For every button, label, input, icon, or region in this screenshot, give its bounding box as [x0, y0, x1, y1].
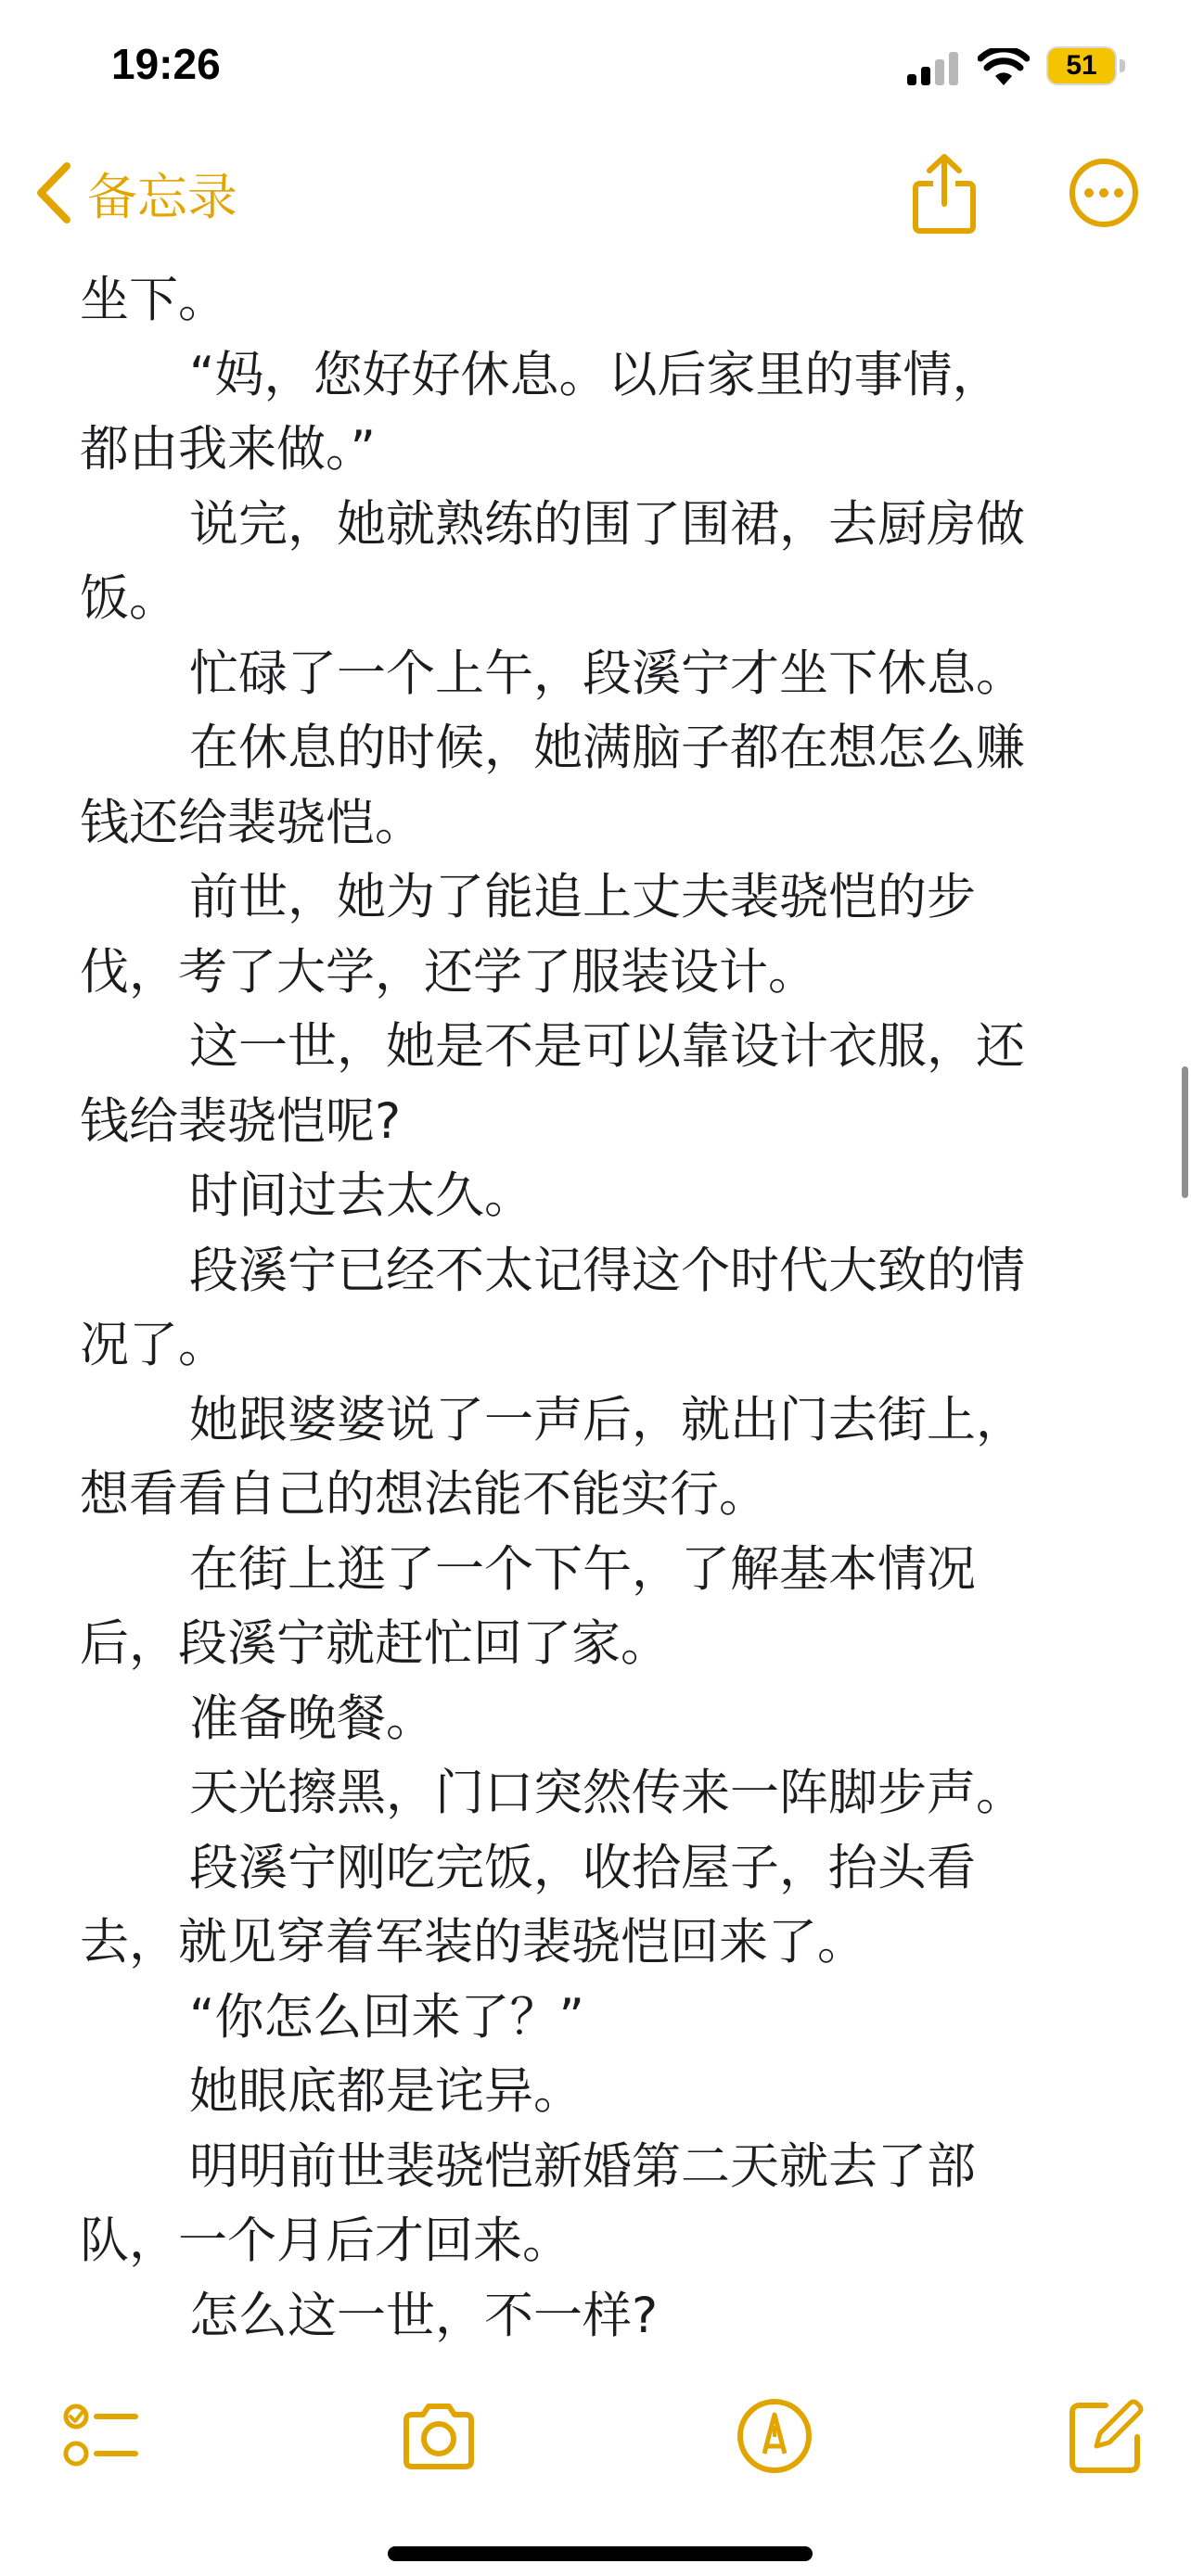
share-icon[interactable]: [909, 152, 980, 236]
note-line: 后，段溪宁就赶忙回了家。: [80, 1615, 670, 1672]
note-line: 坐下。: [80, 272, 227, 328]
note-line: 在街上逛了一个下午，了解基本情况: [189, 1540, 976, 1598]
nav-bar: [0, 139, 1191, 247]
battery-icon: [1046, 46, 1126, 85]
note-line: 明明前世裴骁恺新婚第二天就去了部: [189, 2137, 976, 2195]
note-line: 前世，她为了能追上丈夫裴骁恺的步: [189, 869, 976, 925]
status-time: 19:26: [111, 40, 221, 88]
note-line: 况了。: [80, 1317, 227, 1373]
note-line: “你怎么回来了？”: [189, 1988, 584, 2046]
scroll-indicator[interactable]: [1182, 1066, 1188, 1198]
pen-tip-icon[interactable]: [733, 2394, 816, 2478]
note-line: 钱给裴骁恺呢?: [80, 1092, 402, 1150]
back-button[interactable]: [33, 158, 237, 228]
note-line: 段溪宁刚吃完饭，收拾屋子，抬头看: [189, 1839, 976, 1896]
home-indicator[interactable]: [388, 2546, 813, 2561]
note-line: 天光擦黑，门口突然传来一阵脚步声。: [189, 1765, 1025, 1821]
note-line: 说完，她就熟练的围了围裙，去厨房做: [189, 495, 1025, 553]
note-line: 忙碌了一个上午，段溪宁才坐下休息。: [189, 644, 1025, 702]
note-line: 想看看自己的想法能不能实行。: [80, 1466, 768, 1523]
battery-cap: [1120, 59, 1125, 72]
note-body[interactable]: [80, 263, 1119, 2353]
note-line: 她眼底都是诧异。: [189, 2063, 583, 2120]
signal-icon: [907, 52, 959, 85]
note-line: “妈，您好好休息。以后家里的事情，: [189, 346, 1002, 403]
note-line: 她跟婆婆说了一声后，就出门去街上，: [189, 1391, 1025, 1448]
note-line: 准备晚餐。: [189, 1690, 435, 1747]
note-line: 这一世，她是不是可以靠设计衣服，还: [189, 1018, 1025, 1075]
note-line: 钱还给裴骁恺。: [80, 794, 424, 851]
status-bar: [0, 0, 1191, 139]
note-line: 队，一个月后才回来。: [80, 2213, 571, 2269]
chevron-left-icon: [33, 160, 74, 225]
bottom-toolbar: [0, 2374, 1191, 2494]
camera-icon[interactable]: [397, 2394, 480, 2478]
note-line: 时间过去太久。: [189, 1167, 533, 1224]
battery-level: 51: [1066, 50, 1097, 81]
compose-icon[interactable]: [1063, 2394, 1146, 2478]
back-label: 备忘录: [87, 167, 237, 226]
note-line: 去，就见穿着军装的裴骁恺回来了。: [80, 1914, 866, 1970]
note-line: 怎么这一世，不一样?: [189, 2287, 659, 2344]
ellipsis-circle-icon[interactable]: [1069, 158, 1139, 228]
checklist-icon[interactable]: [58, 2394, 141, 2478]
note-line: 在休息的时候，她满脑子都在想怎么赚: [189, 720, 1025, 776]
note-line: 都由我来做。”: [80, 421, 376, 478]
note-line: 段溪宁已经不太记得这个时代大致的情: [189, 1242, 1025, 1299]
note-line: 饭。: [80, 570, 178, 627]
note-line: 伐，考了大学，还学了服装设计。: [80, 943, 817, 1001]
wifi-icon: [978, 48, 1030, 85]
